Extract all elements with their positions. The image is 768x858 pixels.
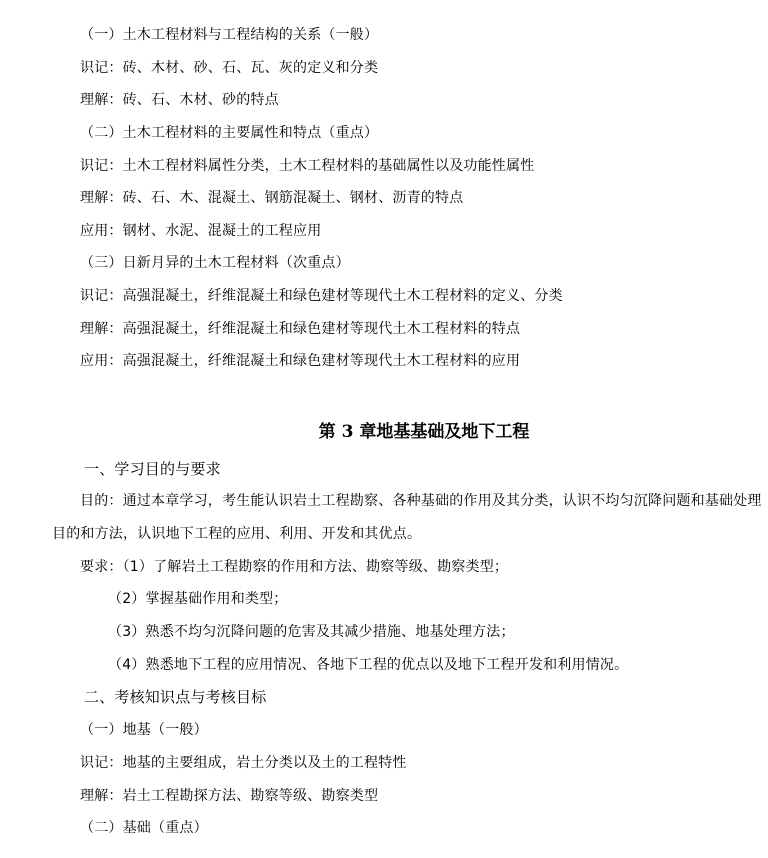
subsection-heading: （二）基础（重点） [80, 820, 208, 836]
requirement-item: （3）熟悉不均匀沉降问题的危害及其减少措施、地基处理方法； [108, 624, 515, 640]
text-line: 理解：高强混凝土，纤维混凝土和绿色建材等现代土木工程材料的特点 [80, 321, 521, 337]
text-line: 识记：砖、木材、砂、石、瓦、灰的定义和分类 [80, 60, 379, 76]
subsection-heading: （二）土木工程材料的主要属性和特点（重点） [80, 125, 379, 141]
section-heading: 一、学习目的与要求 [84, 460, 221, 478]
requirement-item: （2）掌握基础作用和类型； [108, 591, 288, 607]
text-line: 识记：高强混凝土，纤维混凝土和绿色建材等现代土木工程材料的定义、分类 [80, 288, 563, 304]
text-line: 识记：土木工程材料属性分类，土木工程材料的基础属性以及功能性属性 [80, 158, 535, 174]
chapter-title: 第 3 章地基基础及地下工程 [318, 422, 530, 442]
text-line: 理解：砖、石、木、混凝土、钢筋混凝土、钢材、沥青的特点 [80, 190, 464, 206]
text-line: 目的和方法，认识地下工程的应用、利用、开发和其优点。 [52, 526, 422, 542]
text-line: 应用：钢材、水泥、混凝土的工程应用 [80, 223, 322, 239]
text-line: 理解：岩土工程勘探方法、勘察等级、勘察类型 [80, 788, 379, 804]
text-line: 应用：高强混凝土，纤维混凝土和绿色建材等现代土木工程材料的应用 [80, 353, 521, 369]
subsection-heading: （三）日新月异的土木工程材料（次重点） [80, 255, 350, 271]
section-heading: 二、考核知识点与考核目标 [84, 688, 267, 706]
text-line: 理解：砖、石、木材、砂的特点 [80, 92, 279, 108]
requirement-item: 要求：（1）了解岩土工程勘察的作用和方法、勘察等级、勘察类型； [80, 559, 509, 575]
subsection-heading: （一）土木工程材料与工程结构的关系（一般） [80, 27, 379, 43]
requirement-item: （4）熟悉地下工程的应用情况、各地下工程的优点以及地下工程开发和利用情况。 [108, 657, 629, 673]
text-line: 目的：通过本章学习，考生能认识岩土工程勘察、各种基础的作用及其分类，认识不均匀沉降问题和基础处理 [80, 493, 762, 509]
subsection-heading: （一）地基（一般） [80, 722, 208, 738]
text-line: 识记：地基的主要组成，岩土分类以及土的工程特性 [80, 755, 407, 771]
